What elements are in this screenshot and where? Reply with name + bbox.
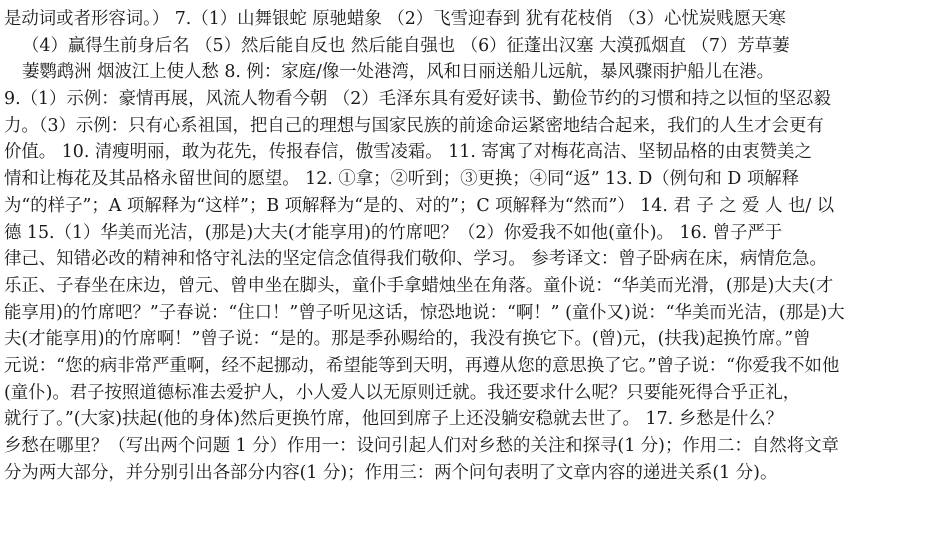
text-line: 元说：“您的病非常严重啊，经不起挪动，希望能等到天明，再遵从您的意思换了它。”曾子说：“你爱我不如他 [4, 355, 840, 376]
text-line: 乡愁在哪里？（写出两个问题 1 分）作用一：设问引起人们对乡愁的关注和探寻(1 分)；作用二：自然将文章 [4, 436, 839, 456]
text-line: 是动词或者形容词。） 7.（1）山舞银蛇 原驰蜡象 （2）飞雪迎春到 犹有花枝俏 （3）心忧炭贱愿天寒 [4, 9, 786, 29]
text-line: 为“的样子”；A 项解释为“这样”；B 项解释为“是的、对的”；C 项解释为“然而”） 14. 君 子 之 爱 人 也/ 以 [4, 195, 835, 216]
text-line: 萋鹦鹉洲 烟波江上使人愁 8. 例：家庭/像一处港湾，风和日丽送船儿远航，暴风骤雨护船儿在港。 [22, 62, 775, 83]
text-line: 能享用)的竹席吧？”子春说：“住口！”曾子听见这话，惊恐地说：“啊！” (童仆又)说：“华美而光洁，(那是)大 [4, 302, 845, 323]
text-line: 分为两大部分，并分别引出各部分内容(1 分)；作用三：两个问句表明了文章内容的递进关系(1 分)。 [4, 462, 778, 483]
text-line: 价值。 10. 清瘦明丽，敢为花先，传报春信，傲雪凌霜。 11. 寄寓了对梅花高洁、坚韧品格的由衷赞美之 [4, 142, 812, 163]
text-line: 就行了。”(大家)扶起(他的身体)然后更换竹席，他回到席子上还没躺安稳就去世了。 17. 乡愁是什么？ [4, 409, 784, 430]
answer-text-block [4, 6, 926, 486]
text-line: 乐正、子春坐在床边，曾元、曾申坐在脚头，童仆手拿蜡烛坐在角落。童仆说：“华美而光滑，(那是)大夫(才 [4, 275, 834, 296]
text-line: 9.（1）示例：豪情再展，风流人物看今朝 （2）毛泽东具有爱好读书、勤俭节约的习惯和持之以恒的坚忍毅 [4, 89, 831, 110]
text-line: (童仆)。君子按照道德标准去爱护人，小人爱人以无原则迁就。我还要求什么呢？只要能死得合乎正礼， [4, 382, 801, 403]
text-line: 德 15.（1）华美而光洁，(那是)大夫(才能享用)的竹席吧？（2）你爱我不如他(童仆)。 16. 曾子严于 [4, 222, 783, 243]
text-line: 夫(才能享用)的竹席啊！”曾子说：“是的。那是季孙赐给的，我没有换它下。(曾)元，(扶我)起换竹席。”曾 [4, 329, 811, 350]
text-line: 情和让梅花及其品格永留世间的愿望。 12. ①拿；②听到；③更换；④同“返” 13. D（例句和 D 项解释 [4, 169, 799, 190]
text-line: （4）赢得生前身后名 （5）然后能自反也 然后能自强也 （6）征蓬出汉塞 大漠孤烟直 （7）芳草萋 [22, 35, 790, 56]
text-line: 律己、知错必改的精神和恪守礼法的坚定信念值得我们敬仰、学习。 参考译文：曾子卧病在床，病情危急。 [4, 249, 827, 270]
text-line: 力。（3）示例：只有心系祖国，把自己的理想与国家民族的前途命运紧密地结合起来，我们的人生才会更有 [4, 115, 824, 136]
